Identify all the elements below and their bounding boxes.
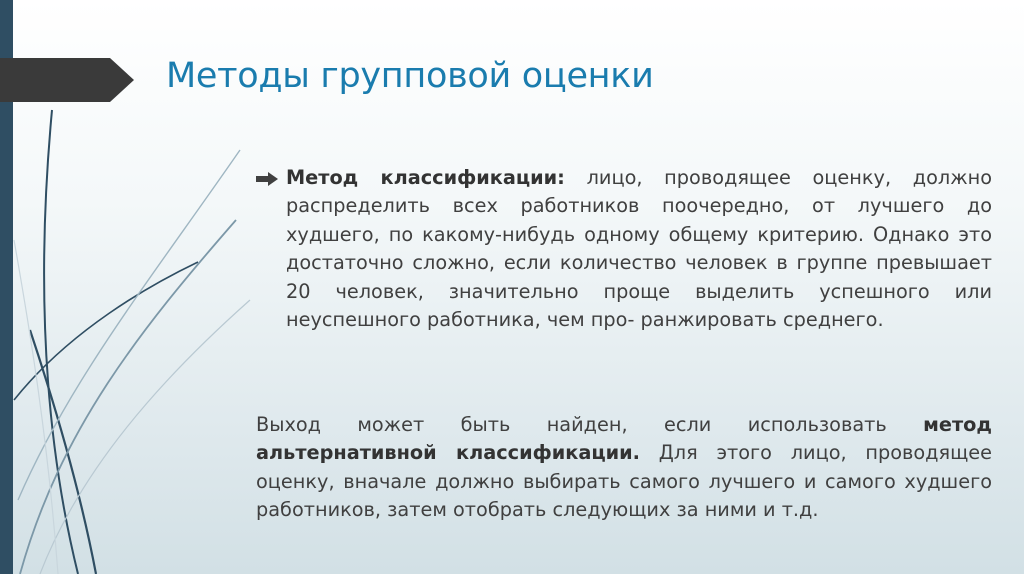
term-alternative-classification: метод альтернативной классификации. xyxy=(256,413,992,465)
paragraph2-text-before: Выход может быть найден, если использовать xyxy=(256,413,924,436)
paragraph-alternative-classification xyxy=(256,411,992,525)
paragraph2-text-after: Для этого лицо, проводящее оценку, вначале должно выбирать самого лучшего и самого худшего работников, затем отобрать следующих за ними и т.д. xyxy=(256,441,992,522)
page-title: Методы групповой оценки xyxy=(166,56,654,96)
title-arrow-shape xyxy=(0,58,134,102)
paragraph1-text: лицо, проводящее оценку, должно распределить всех работников поочередно, от лучшего до худшего, по какому-нибудь одному общему критерию. Однако это достаточно сложно, если количество человек в группе превышает 20 человек, значительно проще выделить успешного или неуспешного работника, чем про- ранжировать среднего. xyxy=(286,166,992,332)
arrow-right-bullet-icon xyxy=(256,172,278,186)
term-method-classification: Метод классификации: xyxy=(286,166,565,189)
paragraph-method-classification xyxy=(256,164,992,334)
